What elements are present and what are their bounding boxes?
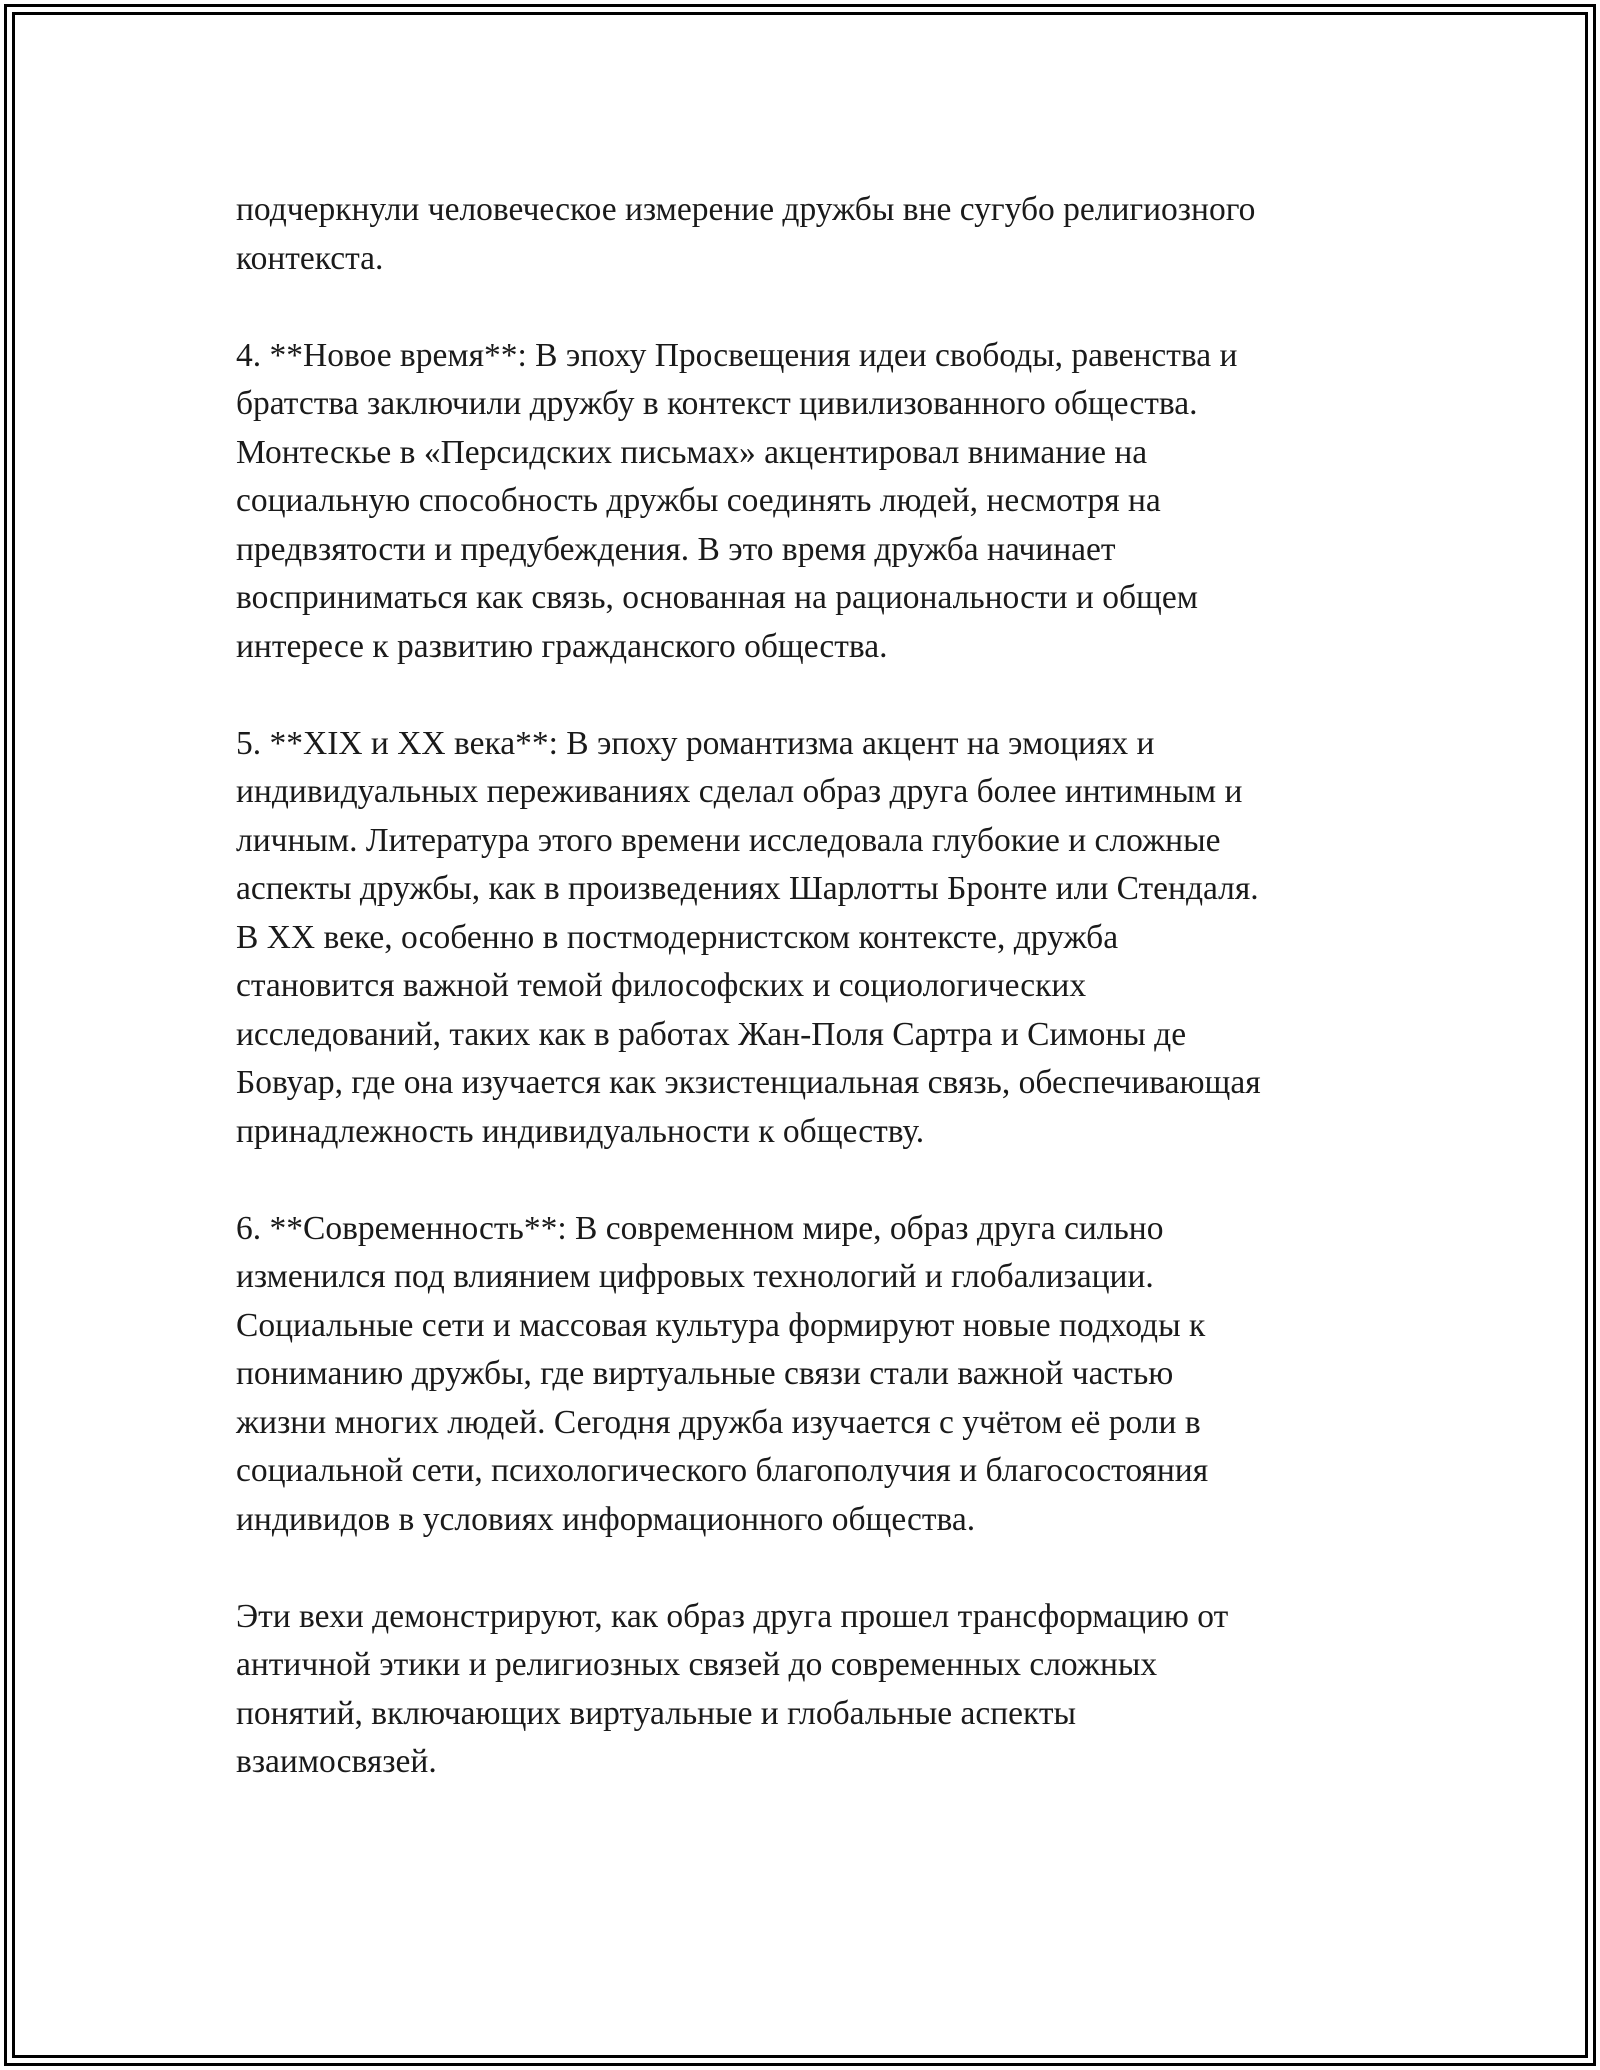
paragraph-modern-era bbox=[236, 332, 1386, 672]
text-line: личным. Литература этого времени исследовала глубокие и сложные bbox=[236, 821, 1221, 859]
text-line: восприниматься как связь, основанная на рациональности и общем bbox=[236, 579, 1198, 616]
text-line: 4. **Новое время**: В эпоху Просвещения идеи свободы, равенства и bbox=[236, 336, 1238, 374]
text-line: жизни многих людей. Сегодня дружба изучается с учётом её роли в bbox=[236, 1403, 1201, 1441]
text-line: становится важной темой философских и социологических bbox=[236, 967, 1087, 1004]
text-line: предвзятости и предубеждения. В это время дружба начинает bbox=[236, 530, 1116, 568]
text-line: Социальные сети и массовая культура формируют новые подходы к bbox=[236, 1306, 1206, 1344]
document-body bbox=[236, 186, 1386, 1835]
text-line: индивидуальных переживаниях сделал образ друга более интимным и bbox=[236, 773, 1243, 810]
text-line: пониманию дружбы, где виртуальные связи стали важной частью bbox=[236, 1355, 1174, 1392]
text-line: понятий, включающих виртуальные и глобальные аспекты bbox=[236, 1694, 1077, 1732]
text-line: 6. **Современность**: В современном мире, образ друга сильно bbox=[236, 1209, 1164, 1247]
text-line: исследований, таких как в работах Жан-Поля Сартра и Симоны де bbox=[236, 1015, 1187, 1053]
text-line: братства заключили дружбу в контекст цивилизованного общества. bbox=[236, 385, 1198, 422]
paragraph-19-20-centuries bbox=[236, 720, 1386, 1157]
text-line: социальную способность дружбы соединять людей, несмотря на bbox=[236, 482, 1161, 519]
text-line: социальной сети, психологического благополучия и благосостояния bbox=[236, 1452, 1209, 1489]
text-line: изменился под влиянием цифровых технологий и глобализации. bbox=[236, 1258, 1154, 1295]
paragraph-contemporary bbox=[236, 1205, 1386, 1545]
text-line: Монтескье в «Персидских письмах» акцентировал внимание на bbox=[236, 433, 1148, 471]
text-line: античной этики и религиозных связей до современных сложных bbox=[236, 1646, 1158, 1683]
text-line: индивидов в условиях информационного общества. bbox=[236, 1500, 976, 1538]
text-line: Бовуар, где она изучается как экзистенциальная связь, обеспечивающая bbox=[236, 1064, 1261, 1101]
text-line: интересе к развитию гражданского общества. bbox=[236, 627, 888, 665]
text-line: взаимосвязей. bbox=[236, 1743, 437, 1780]
text-line: подчеркнули человеческое измерение дружбы вне сугубо религиозного bbox=[236, 191, 1256, 228]
text-line: контекста. bbox=[236, 239, 384, 277]
paragraph-continuation bbox=[236, 186, 1386, 283]
text-line: В XX веке, особенно в постмодернистском контексте, дружба bbox=[236, 918, 1119, 956]
text-line: Эти вехи демонстрируют, как образ друга прошел трансформацию от bbox=[236, 1597, 1229, 1635]
paragraph-conclusion bbox=[236, 1593, 1386, 1787]
text-line: 5. **XIX и XX века**: В эпоху романтизма акцент на эмоциях и bbox=[236, 724, 1155, 762]
text-line: аспекты дружбы, как в произведениях Шарлотты Бронте или Стендаля. bbox=[236, 870, 1259, 907]
text-line: принадлежность индивидуальности к обществу. bbox=[236, 1112, 925, 1150]
